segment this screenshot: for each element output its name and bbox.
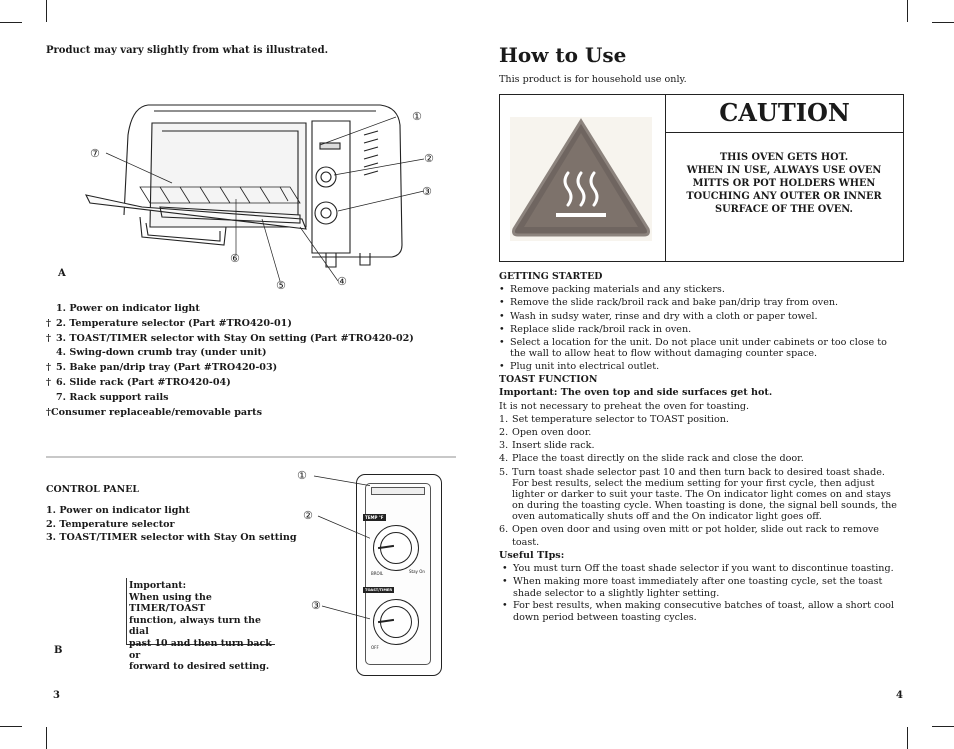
crop-mark xyxy=(0,726,22,727)
important-line: forward to desired setting. xyxy=(129,661,270,673)
parts-list-item: † 3. TOAST/TIMER selector with Stay On setting (Part #TRO420-02) xyxy=(46,332,414,344)
figure-b-label: B xyxy=(54,645,63,656)
instructions-column xyxy=(499,270,903,624)
callout-4: ④ xyxy=(337,275,347,288)
page-subtitle: This product is for household use only. xyxy=(499,74,687,85)
toast-timer-selector-dial xyxy=(373,599,419,645)
caution-line: TOUCHING ANY OUTER OR INNER xyxy=(686,191,882,202)
callout-1: ① xyxy=(412,110,422,123)
control-panel-list xyxy=(46,504,297,545)
toast-step: 6. Open oven door and using oven mitt or pot holder, slide out rack to remove toast. xyxy=(499,523,879,548)
tip-item: • You must turn Off the toast shade selector if you want to discontinue toasting. xyxy=(499,562,903,575)
timer-knob xyxy=(315,202,337,224)
callout-b1: ① xyxy=(297,469,307,482)
stay-on-label: Stay On xyxy=(409,569,425,574)
parts-list-item: 7. Rack support rails xyxy=(56,391,169,403)
off-label: OFF xyxy=(371,645,379,650)
toast-step: 4. Place the toast directly on the slide rack and close the door. xyxy=(499,453,804,465)
toast-step: 3. Insert slide rack. xyxy=(499,440,595,452)
important-box xyxy=(126,578,275,673)
parts-list-item: † 6. Slide rack (Part #TRO420-04) xyxy=(46,376,231,388)
crop-mark xyxy=(907,727,908,749)
callout-b3: ③ xyxy=(311,599,321,612)
toast-step: 2. Open oven door. xyxy=(499,427,592,439)
toast-function-heading: TOAST FUNCTION xyxy=(499,374,598,386)
crop-mark xyxy=(932,22,954,23)
important-line: When using the TIMER/TOAST xyxy=(129,591,212,615)
getting-started-item: • Plug unit into electrical outlet. xyxy=(499,360,903,373)
parts-list-item: † 5. Bake pan/drip tray (Part #TRO420-03) xyxy=(46,362,278,374)
caution-box xyxy=(499,94,904,262)
getting-started-item: • Remove the slide rack/broil rack and bake pan/drip tray from oven. xyxy=(499,296,903,309)
getting-started-item: • Select a location for the unit. Do not place unit under cabinets or too close to the wall to allow heat to flow without damaging counter space. xyxy=(499,337,903,359)
temp-label: TEMP °F xyxy=(365,515,384,520)
callout-b2: ② xyxy=(303,509,313,522)
crop-mark xyxy=(46,0,47,22)
crop-mark xyxy=(46,727,47,749)
getting-started-item: • Remove packing materials and any stickers. xyxy=(499,283,903,296)
disclaimer: Product may vary slightly from what is illustrated. xyxy=(46,45,329,56)
crop-mark xyxy=(0,22,22,23)
toast-step: 1. Set temperature selector to TOAST position. xyxy=(499,413,729,425)
page-title: How to Use xyxy=(499,43,627,67)
getting-started-item: • Wash in sudsy water, rinse and dry with a cloth or paper towel. xyxy=(499,310,903,323)
control-panel-item: 1. Power on indicator light xyxy=(46,505,190,516)
power-indicator-light xyxy=(371,487,425,495)
callout-3: ③ xyxy=(422,185,432,198)
figure-a-label: A xyxy=(58,268,66,279)
toaster-oven-illustration xyxy=(80,95,440,295)
control-panel-heading: CONTROL PANEL xyxy=(46,484,139,495)
figure-b-leaders xyxy=(300,470,370,620)
caution-heading: CAUTION xyxy=(719,98,850,127)
parts-list-item: 1. Power on indicator light xyxy=(56,303,200,314)
page-number-right: 4 xyxy=(896,690,903,701)
caution-line: THIS OVEN GETS HOT. xyxy=(719,152,849,163)
toast-important-note: Important: The oven top and side surfaces get hot. xyxy=(499,387,773,399)
getting-started-item: • Replace slide rack/broil rack in oven. xyxy=(499,323,903,336)
callout-7: ⑦ xyxy=(90,147,100,160)
toast-intro: It is not necessary to preheat the oven for toasting. xyxy=(499,400,750,412)
section-divider xyxy=(46,456,456,458)
important-title: Important: xyxy=(129,580,187,591)
useful-tips-heading: Useful TIps: xyxy=(499,550,565,562)
toast-timer-label: TOAST/TIMER xyxy=(365,588,393,592)
parts-list-item: 4. Swing-down crumb tray (under unit) xyxy=(56,347,267,359)
control-panel-item: 3. TOAST/TIMER selector with Stay On setting xyxy=(46,532,297,544)
callout-2: ② xyxy=(424,152,434,165)
tip-item: • For best results, when making consecutive batches of toast, allow a short cool down period between toasting cycles. xyxy=(499,600,903,623)
caution-line: SURFACE OF THE OVEN. xyxy=(715,204,853,215)
getting-started-heading: GETTING STARTED xyxy=(499,271,603,282)
parts-list xyxy=(46,302,414,420)
parts-footnote: †Consumer replaceable/removable parts xyxy=(46,406,263,418)
caution-text xyxy=(670,151,898,216)
temperature-selector-dial xyxy=(373,525,419,571)
caution-divider-horizontal xyxy=(665,132,903,133)
callout-5: ⑤ xyxy=(276,279,286,292)
crop-mark xyxy=(932,726,954,727)
callout-6: ⑥ xyxy=(230,252,240,265)
toast-step: 5. Turn toast shade selector past 10 and then turn back to desired toast shade. For best results, select the medium setting for your first cycle, then adjust lighter or darker to suit your taste. The On indicator light comes on and stays on during the toasting cycle. When toasting is done, the signal bell sounds, the oven automatically shuts off and the On indicator light goes off. xyxy=(499,466,897,522)
important-line: past 10 and then turn back or xyxy=(129,637,272,661)
broil-label: BROIL xyxy=(371,571,384,576)
parts-list-item: † 2. Temperature selector (Part #TRO420-01) xyxy=(46,317,292,329)
important-line: function, always turn the dial xyxy=(129,614,261,638)
temperature-knob xyxy=(316,167,336,187)
tip-item: • When making more toast immediately after one toasting cycle, set the toast shade selector to a slightly lighter setting. xyxy=(499,576,903,599)
control-panel-item: 2. Temperature selector xyxy=(46,518,175,530)
caution-line: MITTS OR POT HOLDERS WHEN xyxy=(692,178,876,189)
crop-mark xyxy=(907,0,908,22)
page-number-left: 3 xyxy=(53,690,60,701)
hot-surface-warning-icon xyxy=(510,117,652,241)
caution-line: WHEN IN USE, ALWAYS USE OVEN xyxy=(686,165,882,176)
